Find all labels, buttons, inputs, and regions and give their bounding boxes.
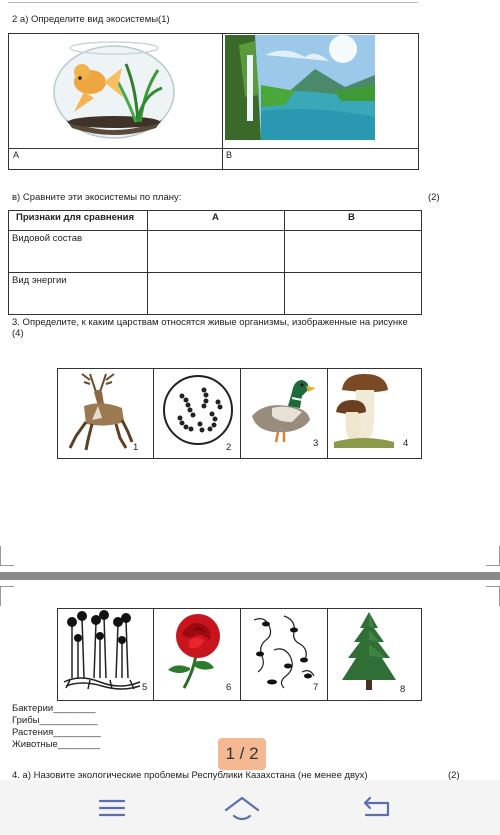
ecosystem-label-b: В: [226, 150, 233, 160]
mushroom-icon: [334, 370, 394, 448]
duck-icon: [244, 372, 316, 446]
back-button[interactable]: [356, 794, 396, 822]
microbe-icon: [244, 610, 320, 690]
menu-icon: [92, 794, 132, 822]
answer-plants: Растения_________: [12, 727, 101, 738]
q2b-text: в) Сравните эти экосистемы по плану:: [12, 192, 182, 203]
home-button[interactable]: [222, 794, 262, 822]
comparison-table: [8, 210, 422, 315]
table-row-species: Видовой состав: [12, 233, 83, 244]
ecosystem-label-a: А: [13, 150, 20, 160]
organism-number-5: 5: [142, 682, 148, 693]
page-separator: [0, 572, 500, 580]
fish-bowl-icon: [52, 34, 176, 140]
answer-animals: Животные________: [12, 739, 101, 750]
rose-icon: [160, 610, 236, 690]
navigation-bar: [0, 780, 500, 835]
table-row-energy: Вид энергии: [12, 275, 67, 286]
back-icon: [356, 794, 396, 822]
organism-number-7: 7: [313, 682, 319, 693]
table-header-a: А: [212, 212, 219, 223]
table-header-b: В: [348, 212, 355, 223]
q2-title: 2 а) Определите вид экосистемы(1): [12, 14, 170, 25]
organism-number-4: 4: [403, 438, 409, 449]
fir-tree-icon: [338, 610, 400, 692]
menu-button[interactable]: [92, 794, 132, 822]
organism-number-3: 3: [313, 438, 319, 449]
q4-text: 4. а) Назовите экологические проблемы Республики Казахстана (не менее двух): [12, 770, 368, 780]
waterfall-icon: [225, 35, 375, 140]
home-icon: [222, 794, 262, 822]
table-header-criteria: Признаки для сравнения: [16, 212, 135, 223]
q4-points: (2): [448, 770, 460, 780]
table-remnant: [8, 2, 418, 3]
bacteria-icon: [160, 372, 236, 448]
organism-number-6: 6: [226, 682, 232, 693]
organism-number-1: 1: [133, 442, 139, 453]
organism-number-2: 2: [226, 442, 232, 453]
q3-text-line2: (4): [12, 328, 24, 339]
answer-fungi: Грибы___________: [12, 715, 98, 726]
organism-number-8: 8: [400, 684, 406, 695]
mold-icon: [60, 610, 144, 690]
q2b-points: (2): [428, 192, 440, 203]
q3-text-line1: 3. Определите, к каким царствам относятся живые организмы, изображенные на рисунке: [12, 317, 408, 328]
page-indicator: 1 / 2: [218, 738, 266, 770]
deer-icon: [62, 370, 134, 452]
answer-bacteria: Бактерии________: [12, 703, 96, 714]
